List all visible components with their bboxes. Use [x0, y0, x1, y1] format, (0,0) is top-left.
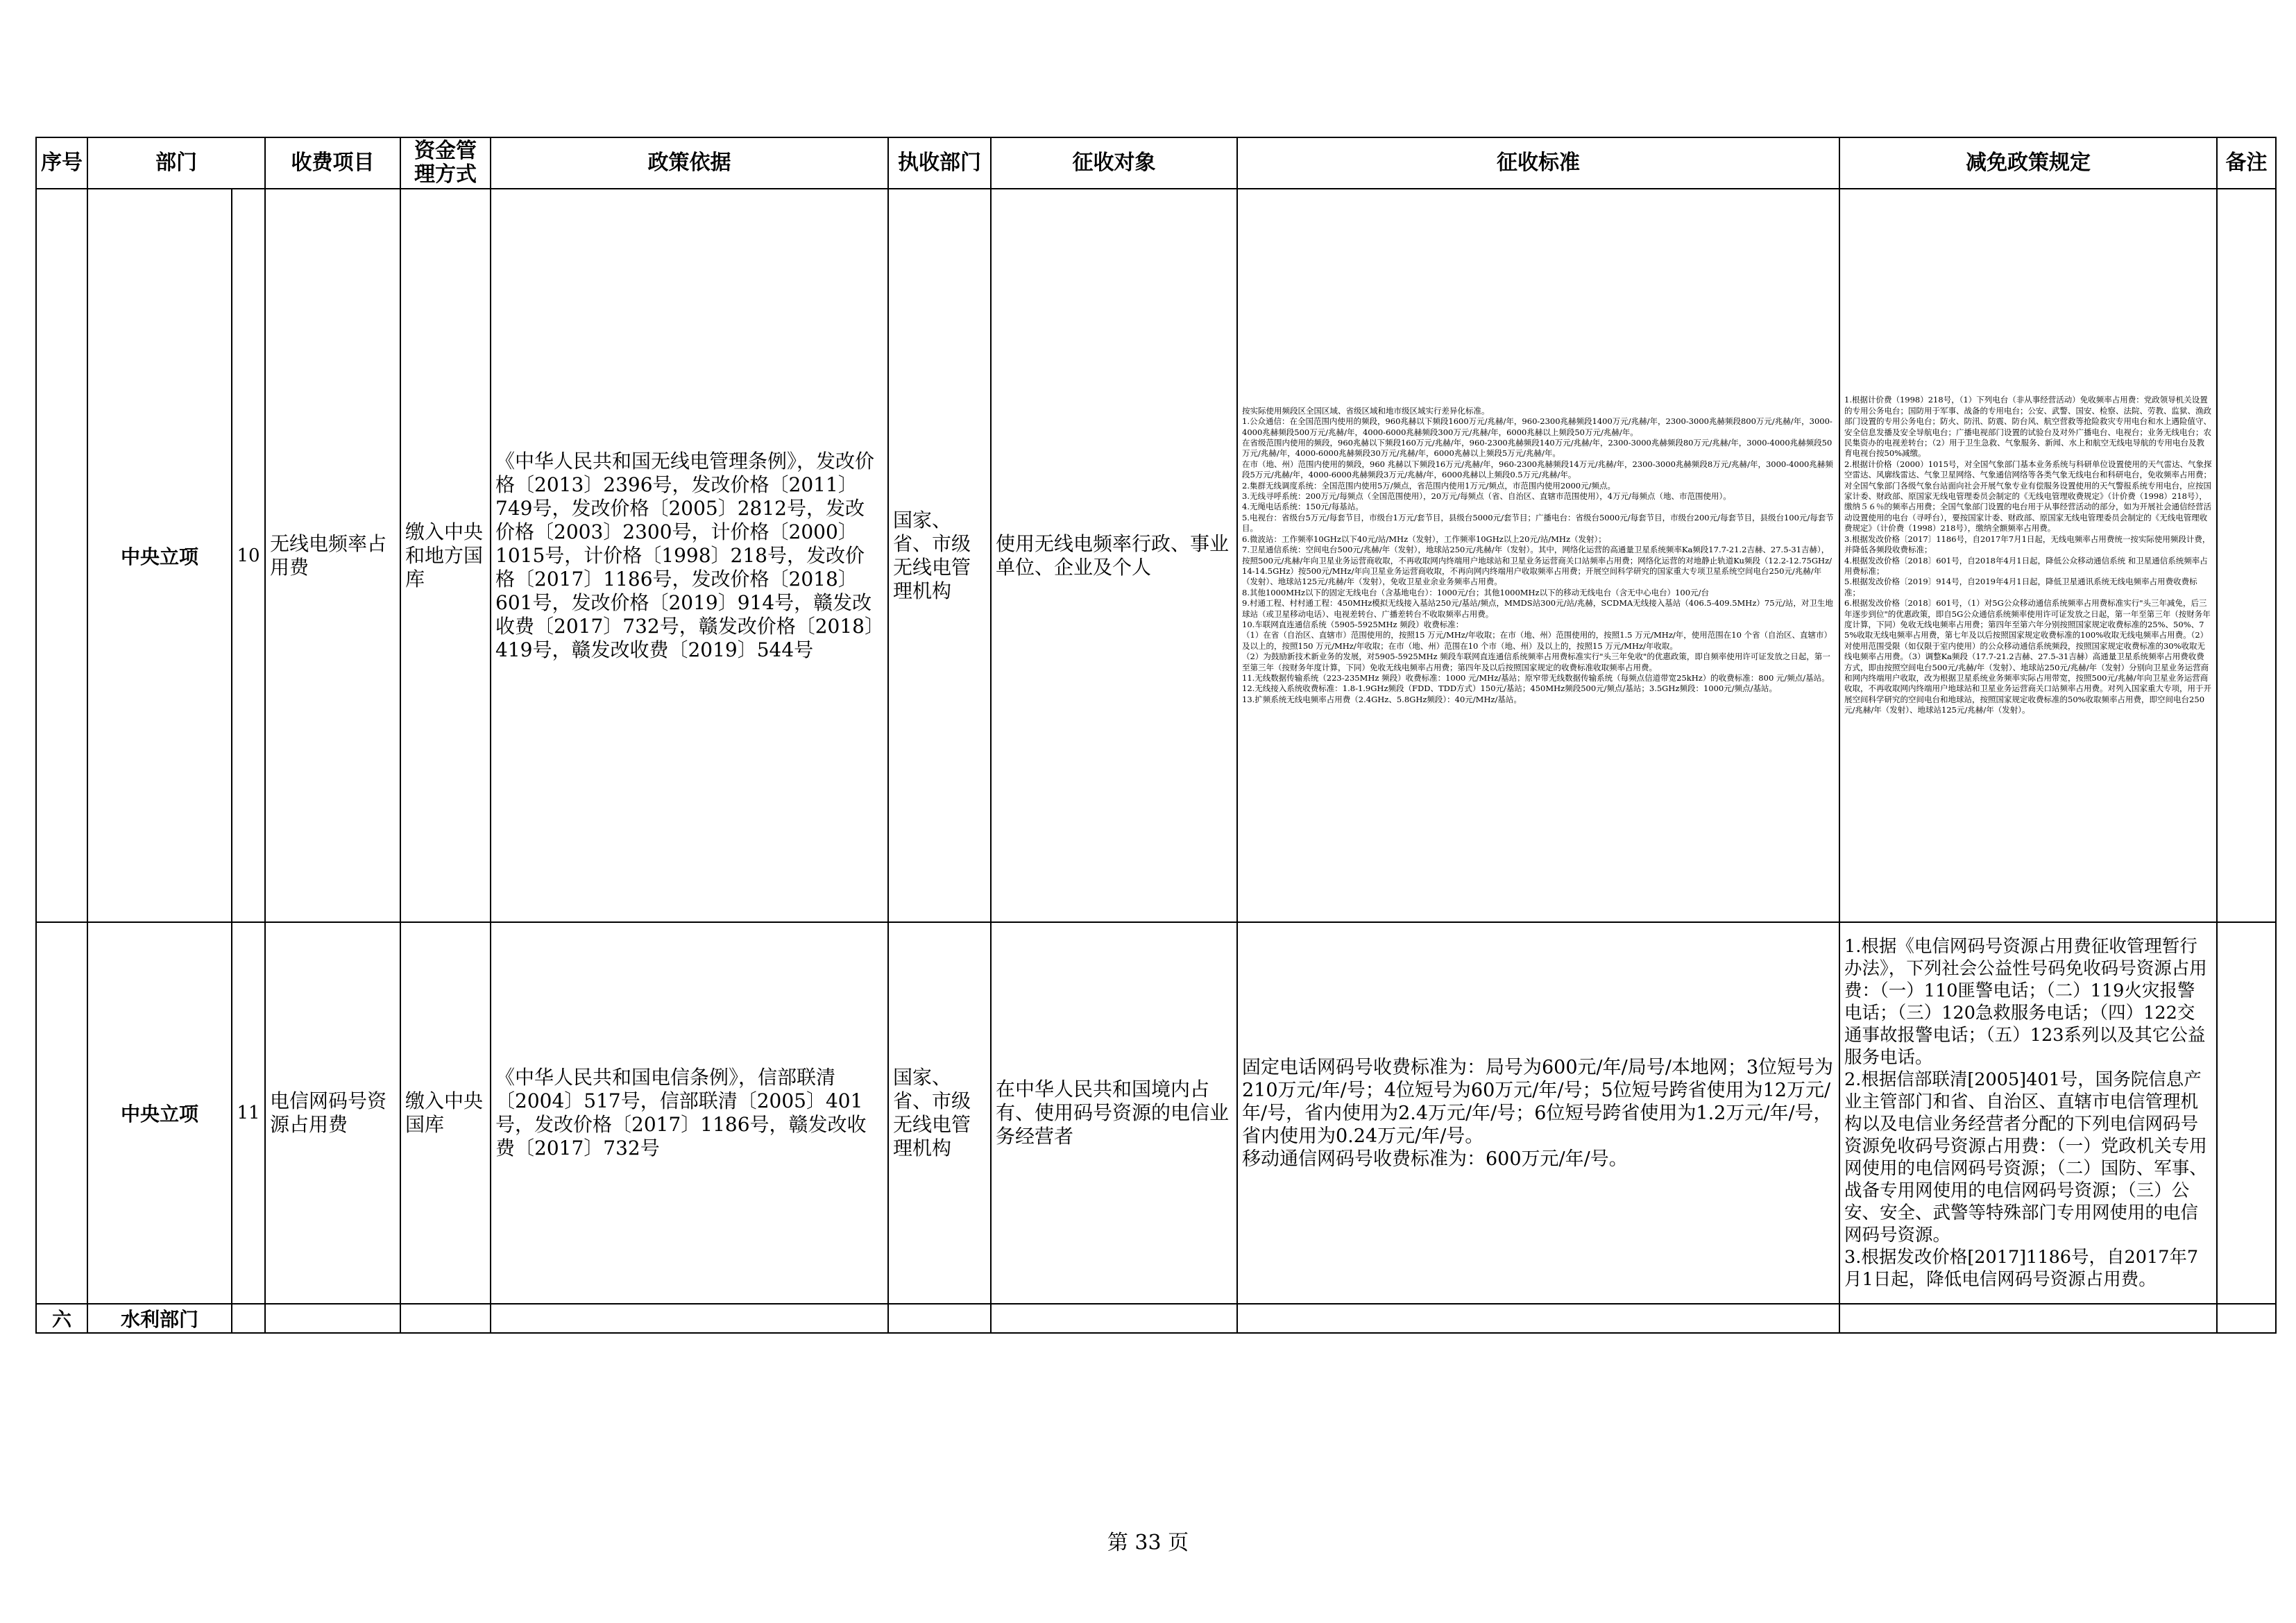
row-number: 11	[232, 922, 265, 1304]
standard-line: 12.无线接入系统收费标准：1.8-1.9GHz频段（FDD、TDD方式）150元/基站；450MHz频段500元/频点/基站；3.5GHz频段：1000元/频点/基站。	[1242, 683, 1777, 694]
standard-line: 在市（地、州）范围内使用的频段，960 兆赫以下频段16万元/兆赫/年，960-2300兆赫频段14万元/兆赫/年，2300-3000兆赫频段8万元/兆赫/年，3000-4000兆赫频段5万元/兆赫/年，4000-6000兆赫频段3万元/兆赫/年，6000兆赫以上频段0.5万元/兆赫/年。	[1242, 459, 1833, 480]
standard-line: 11.无线数据传输系统（223-235MHz 频段）收费标准：1000 元/MHz/基站；原窄带无线数据传输系统（每频点信道带宽25kHz）的收费标准：800 元/频点/基站。	[1242, 672, 1830, 683]
row-relief	[1839, 189, 2217, 922]
standard-line: （2）为鼓励新技术新业务的发展，对5905-5925MHz 频段车联网直连通信系统频率占用费标准实行"头三年免收"的优惠政策，即自频率使用许可证发放之日起，第一至第三年（按财务年度计算，下同）免收无线电频率占用费；第四年及以后按照国家规定的收费标准收取频率占用费。	[1242, 652, 1830, 672]
relief-line: 2.根据信部联清[2005]401号，国务院信息产业主管部门和省、自治区、直辖市电信管理机构以及电信业务经营者分配的下列电信网码号资源免收码号资源占用费：（一）党政机关专用网使用的电信网码号资源；（二）国防、军事、战备专用网使用的电信网码号资源；（三）公安、安全、武警等特殊部门专用网使用的电信网码号资源。	[1844, 1069, 2207, 1246]
row-fund: 缴入中央和地方国库	[400, 189, 491, 922]
row-collector: 国家、省、市级无线电管理机构	[888, 922, 991, 1304]
standard-line: 3.无线寻呼系统：200万元/每频点（全国范围使用），20万元/每频点（省、自治区、直辖市范围使用），4万元/每频点（地、市范围使用）。	[1242, 491, 1731, 502]
header-remark: 备注	[2217, 137, 2276, 189]
page-number: 第 33 页	[1107, 1531, 1189, 1555]
standard-line: 在省级范围内使用的频段，960兆赫以下频段160万元/兆赫/年，960-2300兆赫频段140万元/兆赫/年，2300-3000兆赫频段80万元/兆赫/年，3000-4000兆赫频段50万元/兆赫/年，4000-6000兆赫频段30万元/兆赫/年，6000兆赫以上频段5万元/兆赫/年。	[1242, 438, 1832, 459]
relief-line: 1.根据《电信网码号资源占用费征收管理暂行办法》，下列社会公益性号码免收码号资源占用费：（一）110匪警电话；（二）119火灾报警电话；（三）120急救服务电话；（四）122交通事故报警电话；（五）123系列以及其它公益服务电话。	[1844, 936, 2207, 1068]
row-target: 在中华人民共和国境内占有、使用码号资源的电信业务经营者	[991, 922, 1237, 1304]
row-remark	[2217, 922, 2276, 1304]
empty-cell	[1839, 1304, 2217, 1333]
row-collector: 国家、省、市级无线电管理机构	[888, 189, 991, 922]
row-number: 10	[232, 189, 265, 922]
standard-line: 6.微波站：工作频率10GHz以下40元/站/MHz（发射），工作频率10GHz以上20元/站/MHz（发射）；	[1242, 534, 1606, 544]
category-seq: 六	[36, 1304, 87, 1333]
row-dept: 中央立项	[87, 922, 232, 1304]
row-standard	[1237, 922, 1839, 1304]
row-dept: 中央立项	[87, 189, 232, 922]
table-row	[36, 189, 2276, 922]
empty-cell	[1237, 1304, 1839, 1333]
standard-line: 9.村通工程、村村通工程：450MHz模拟无线接入基站250元/基站/频点，MMDS站300元/站/兆赫，SCDMA无线接入基站（406.5-409.5MHz）75元/站，对卫生地球站（或卫星移动电话）、电视差转台、广播差转台不收取频率占用费。	[1242, 598, 1833, 619]
standard-line: 5.电视台：省级台5万元/每套节目，市级台1万元/套节目，县级台5000元/套节目；广播电台：省级台5000元/每套节目，市级台200元/每套节目，县级台100元/每套节目。	[1242, 512, 1834, 534]
standard-line: 1.公众通信：在全国范围内使用的频段，960兆赫以下频段1600万元/兆赫/年，960-2300兆赫频段1400万元/兆赫/年，2300-3000兆赫频段800万元/兆赫/年，3000-4000兆赫频段500万元/兆赫/年，4000-6000兆赫频段300万元/兆赫/年，6000兆赫以上频段50万元/兆赫/年。	[1242, 416, 1832, 437]
row-seq	[36, 189, 87, 922]
standard-line: 7.卫星通信系统：空间电台500元/兆赫/年（发射），地球站250元/兆赫/年（发射）。其中，网络化运营的高通量卫星系统频率Ka频段17.7-21.2吉赫、27.5-31吉赫），按照500元/兆赫/年向卫星业务运营商收取，不再收取网内终端用户地球站和卫星业务运营商关口站频率占用费；网络化运营的对地静止轨道Ku频段（12.2-12.75GHz/14-14.5GHz）按500元/MHz/年向卫星业务运营商收取，不再向网内终端用户收取频率占用费；开展空间科学研究的国家重大专项卫星系统空间电台250元/兆赫/年（发射）、地球站125元/兆赫/年（发射），免收卫星业余业务频率占用费。	[1242, 545, 1832, 587]
table-row	[36, 922, 2276, 1304]
relief-line: 1.根据计价费（1998）218号，（1）下列电台（非从事经营活动）免收频率占用费：党政领导机关设置的专用公务电台；国防用于军事、战备的专用电台；公安、武警、国安、检察、法院、劳教、监狱、渔政部门设置的专用公务电台；防火、防汛、防震、防台风、航空营救等抢险救灾专用电台和水上遇险值守、安全信息发播及安全导航电台；广播电视部门设置的试验台及对外广播电台、电视台；业务无线电台；农民集资办的电视差转台；（2）用于卫生急救、气象服务、新闻、水上和航空无线电导航的专用电台及教育电视台按50%减缴。	[1844, 395, 2211, 459]
header-basis: 政策依据	[491, 137, 888, 189]
header-relief: 减免政策规定	[1839, 137, 2217, 189]
empty-cell	[232, 1304, 265, 1333]
header-item: 收费项目	[265, 137, 400, 189]
row-item: 电信网码号资源占用费	[265, 922, 400, 1304]
standard-line: 移动通信网码号收费标准为：600万元/年/号。	[1242, 1148, 1628, 1170]
empty-cell	[265, 1304, 400, 1333]
header-target: 征收对象	[991, 137, 1237, 189]
empty-cell	[991, 1304, 1237, 1333]
relief-line: 5.根据发改价格〔2019〕914号，自2019年4月1日起，降低卫星通讯系统无线电频率占用费收费标准；	[1844, 577, 2197, 597]
row-relief	[1839, 922, 2217, 1304]
category-dept: 水利部门	[87, 1304, 232, 1333]
relief-line: 4.根据发改价格〔2018〕601号，自2018年4月1日起，降低公众移动通信系统 和卫星通信系统频率占用费标准；	[1844, 555, 2208, 576]
table-header-row	[36, 137, 2276, 189]
header-standard: 征收标准	[1237, 137, 1839, 189]
standard-line: （1）在省（自治区、直辖市）范围使用的，按照15 万元/MHz/年收取；在市（地、州）范围使用的，按照1.5 万元/MHz/年，使用范围在10 个省（自治区、直辖市）及以上的，按照150 万元/MHz/年收取；在市（地、州）范围在10 个市（地、州）及以上的，按照15 万元/MHz/年收取。	[1242, 630, 1832, 651]
header-seq: 序号	[36, 137, 87, 189]
empty-cell	[400, 1304, 491, 1333]
standard-line: 2.集群无线调度系统：全国范围内使用5万/频点，省范围内使用1万元/频点，市范围内使用2000元/频点。	[1242, 480, 1615, 491]
relief-line: 2.根据计价格（2000）1015号，对全国气象部门基本业务系统与科研单位设置使用的天气雷达、气象探空雷达、风廓线雷达、气象卫星网络、气象通信网络等各类气象无线电台和科研电台，免收频率占用费；对全国气象部门各级气象台站面向社会开展气象专业有偿服务设置使用的天气警报系统专用电台，应按国家计委、财政部、原国家无线电管理委员会制定的《无线电管理收费规定》（计价费（1998）218号），缴纳５６％的频率占用费；全国气象部门设置的电台用于从事经营活动的部分，如为开展社会通信经营活动设置使用的电台（寻呼台），要按国家计委、财政部、原国家无线电管理委员会制定的《无线电管理收费规定》（计价费（1998）218号），缴纳全额频率占用费。	[1844, 459, 2212, 534]
row-fund: 缴入中央国库	[400, 922, 491, 1304]
header-dept: 部门	[87, 137, 265, 189]
standard-line: 13.扩频系统无线电频率占用费（2.4GHz、5.8GHz频段）：40元/MHz/基站。	[1242, 694, 1522, 704]
standard-line: 4.无绳电话系统：150元/每基站。	[1242, 502, 1363, 512]
row-basis: 《中华人民共和国电信条例》，信部联清〔2004〕517号，信部联清〔2005〕401号，发改价格〔2017〕1186号，赣发改收费〔2017〕732号	[491, 922, 888, 1304]
standard-line: 10.车联网直连通信系统（5905-5925MHz 频段）收费标准：	[1242, 619, 1464, 629]
category-row	[36, 1304, 2276, 1333]
empty-cell	[888, 1304, 991, 1333]
relief-line: 3.根据发改价格[2017]1186号，自2017年7月1日起，降低电信网码号资源占用费。	[1844, 1247, 2199, 1290]
row-remark	[2217, 189, 2276, 922]
row-seq	[36, 922, 87, 1304]
row-standard	[1237, 189, 1839, 922]
header-collector: 执收部门	[888, 137, 991, 189]
relief-line: 6.根据发改价格〔2018〕601号，（1）对5G公众移动通信系统频率占用费标准实行"头三年减免，后三年逐步到位"的优惠政策，即自5G公众通信系统频率使用许可证发放之日起，第一年至第三年（按财务年度计算，下同）免收无线电频率占用费；第四年至第六年分别按照国家规定收费标准的25%、50%、75%收取无线电频率占用费，第七年及以后按照国家规定收费标准的100%收取无线电频率占用费。（2）对使用范围受限（如仅限于室内使用）的公众移动通信系统频段，按照国家规定收费标准的30%收取无线电频率占用费。（3）调整Ka频段（17.7-21.2吉赫、27.5-31吉赫）高通量卫星系统频率占用费收费方式，即由按照空间电台500元/兆赫/年（发射）、地球站250元/兆赫/年（发射）分别向卫星业务运营商和网内终端用户收取，改为根据卫星系统业务频率实际占用带宽，按照500元/兆赫/年向卫星业务运营商收取，不再收取网内终端用户地球站和卫星业务运营商关口站频率占用费。对列入国家重大专项，用于开展空间科学研究的空间电台和地球站，按照国家规定收费标准的50%收取频率占用费，即空间电台250元/兆赫/年（发射）、地球站125元/兆赫/年（发射）。	[1844, 598, 2211, 715]
row-basis: 《中华人民共和国无线电管理条例》，发改价格〔2013〕2396号，发改价格〔2011〕749号，发改价格〔2005〕2812号，发改价格〔2003〕2300号，计价格〔2000〕1015号，计价格〔1998〕218号，发改价格〔2017〕1186号，发改价格〔2018〕601号，发改价格〔2019〕914号，赣发改收费〔2017〕732号，赣发改价格〔2018〕419号，赣发改收费〔2019〕544号	[491, 189, 888, 922]
empty-cell	[491, 1304, 888, 1333]
row-target: 使用无线电频率行政、事业单位、企业及个人	[991, 189, 1237, 922]
fee-table	[35, 137, 2277, 1334]
relief-line: 3.根据发改价格〔2017〕1186号，自2017年7月1日起，无线电频率占用费统一按实际使用频段计费，并降低各频段收费标准；	[1844, 534, 2211, 555]
standard-line: 按实际使用频段区全国区域、省级区域和地市级区域实行差异化标准。	[1242, 405, 1490, 416]
header-fund: 资金管理方式	[400, 137, 491, 189]
standard-line: 固定电话网码号收费标准为：局号为600元/年/局号/本地网；3位短号为210万元/年/号；4位短号为60万元/年/号；5位短号跨省使用为12万元/年/号，省内使用为2.4万元/年/号；6位短号跨省使用为1.2万元/年/号，省内使用为0.24万元/年/号。	[1242, 1056, 1834, 1147]
row-item: 无线电频率占用费	[265, 189, 400, 922]
empty-cell	[2217, 1304, 2276, 1333]
standard-line: 8.其他1000MHz以下的固定无线电台（含基地电台）：1000元/台；其他1000MHz以下的移动无线电台（含无中心电台）100元/台	[1242, 587, 1709, 597]
